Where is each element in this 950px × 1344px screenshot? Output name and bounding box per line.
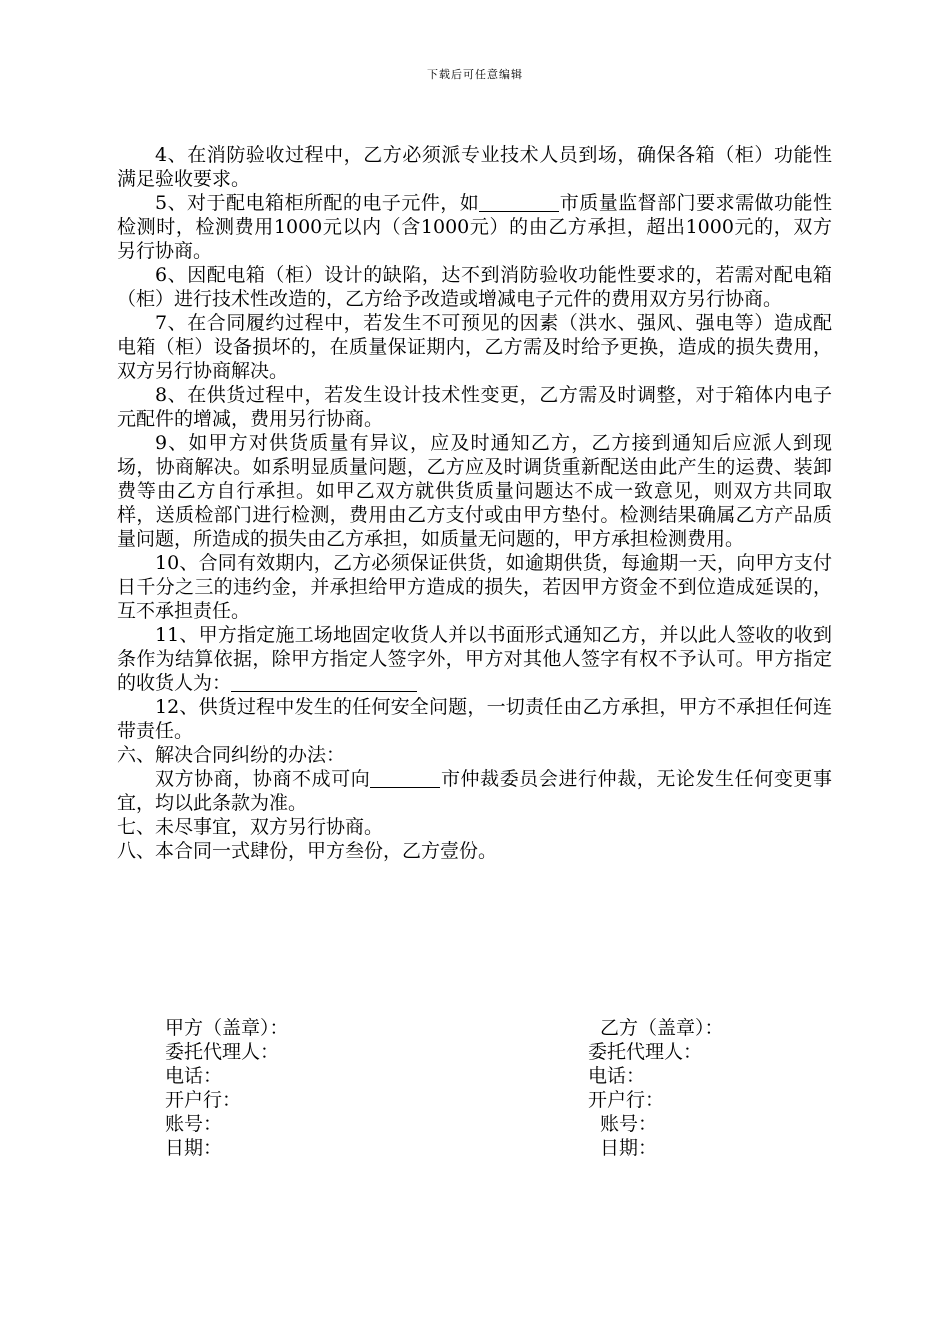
clause-5 — [117, 191, 832, 263]
party-b-account-label: 账号： — [600, 1113, 658, 1135]
party-b-signature-block — [588, 1016, 724, 1160]
party-a-date-label: 日期： — [165, 1137, 223, 1159]
party-b-bank-label: 开户行： — [588, 1089, 665, 1111]
section-7: 七、未尽事宜，双方另行协商。 — [117, 816, 384, 838]
clause-10: 10、合同有效期内，乙方必须保证供货，如逾期供货，每逾期一天，向甲方支付日千分之三的违约金，并承担给甲方造成的损失，若因甲方资金不到位造成延误的，互不承担责任。 — [117, 552, 832, 622]
city-blank-field[interactable] — [479, 193, 559, 212]
clause-9: 9、如甲方对供货质量有异议，应及时通知乙方，乙方接到通知后应派人到现场，协商解决。如系明显质量问题，乙方应及时调货重新配送由此产生的运费、装卸费等由乙方自行承担。如甲乙双方就供货质量问题达不成一致意见，则双方共同取样，送质检部门进行检测，费用由乙方支付或由甲方垫付。检测结果确属乙方产品质量问题，所造成的损失由乙方承担，如质量无问题的，甲方承担检测费用。 — [117, 432, 832, 550]
clause-6: 6、因配电箱（柜）设计的缺陷，达不到消防验收功能性要求的，若需对配电箱（柜）进行技术性改造的，乙方给予改造或增减电子元件的费用双方另行协商。 — [117, 264, 832, 310]
arbitration-city-blank-field[interactable] — [370, 769, 440, 788]
section-8: 八、本合同一式肆份，甲方叁份，乙方壹份。 — [117, 840, 498, 862]
party-a-account-label: 账号： — [165, 1113, 223, 1135]
party-a-seal-label: 甲方（盖章）： — [165, 1017, 289, 1039]
page-header-note: 下载后可任意编辑 — [427, 68, 523, 81]
clause-11 — [117, 623, 832, 695]
party-a-phone-label: 电话： — [165, 1065, 223, 1087]
party-b-agent-label: 委托代理人： — [588, 1041, 703, 1063]
party-a-bank-label: 开户行： — [165, 1089, 242, 1111]
clause-7: 7、在合同履约过程中，若发生不可预见的因素（洪水、强风、强电等）造成配电箱（柜）设备损坏的，在质量保证期内，乙方需及时给予更换，造成的损失费用，双方另行协商解决。 — [117, 312, 832, 382]
section-6-title: 六、解决合同纠纷的办法： — [117, 744, 346, 766]
party-b-phone-label: 电话： — [588, 1065, 646, 1087]
receiver-blank-field[interactable] — [231, 673, 417, 692]
section-6-text-post: 市仲裁委员会进行仲裁，无论发生任何变更事宜，均以此条款为准。 — [117, 768, 832, 814]
section-6-text — [117, 767, 832, 815]
party-a-agent-label: 委托代理人： — [165, 1041, 280, 1063]
clause-12: 12、供货过程中发生的任何安全问题，一切责任由乙方承担，甲方不承担任何连带责任。 — [117, 696, 832, 742]
clause-11-text: 11、甲方指定施工场地固定收货人并以书面形式通知乙方，并以此人签收的收到条作为结算依据，除甲方指定人签字外，甲方对其他人签字有权不予认可。甲方指定的收货人为： — [117, 624, 832, 694]
party-b-date-label: 日期： — [600, 1137, 658, 1159]
party-b-seal-label: 乙方（盖章）： — [600, 1017, 724, 1039]
clause-8: 8、在供货过程中，若发生设计技术性变更，乙方需及时调整，对于箱体内电子元配件的增减，费用另行协商。 — [117, 384, 832, 430]
party-a-signature-block — [165, 1016, 289, 1160]
clause-5-text-pre: 5、对于配电箱柜所配的电子元件，如 — [155, 192, 480, 214]
contract-body — [117, 143, 832, 863]
section-6-text-pre: 双方协商，协商不成可向 — [155, 768, 371, 790]
clause-4: 4、在消防验收过程中，乙方必须派专业技术人员到场，确保各箱（柜）功能性满足验收要求。 — [117, 144, 832, 190]
clause-5-text-post: 市质量监督部门要求需做功能性检测时，检测费用1000元以内（含1000元）的由乙方承担，超出1000元的，双方另行协商。 — [117, 192, 832, 262]
